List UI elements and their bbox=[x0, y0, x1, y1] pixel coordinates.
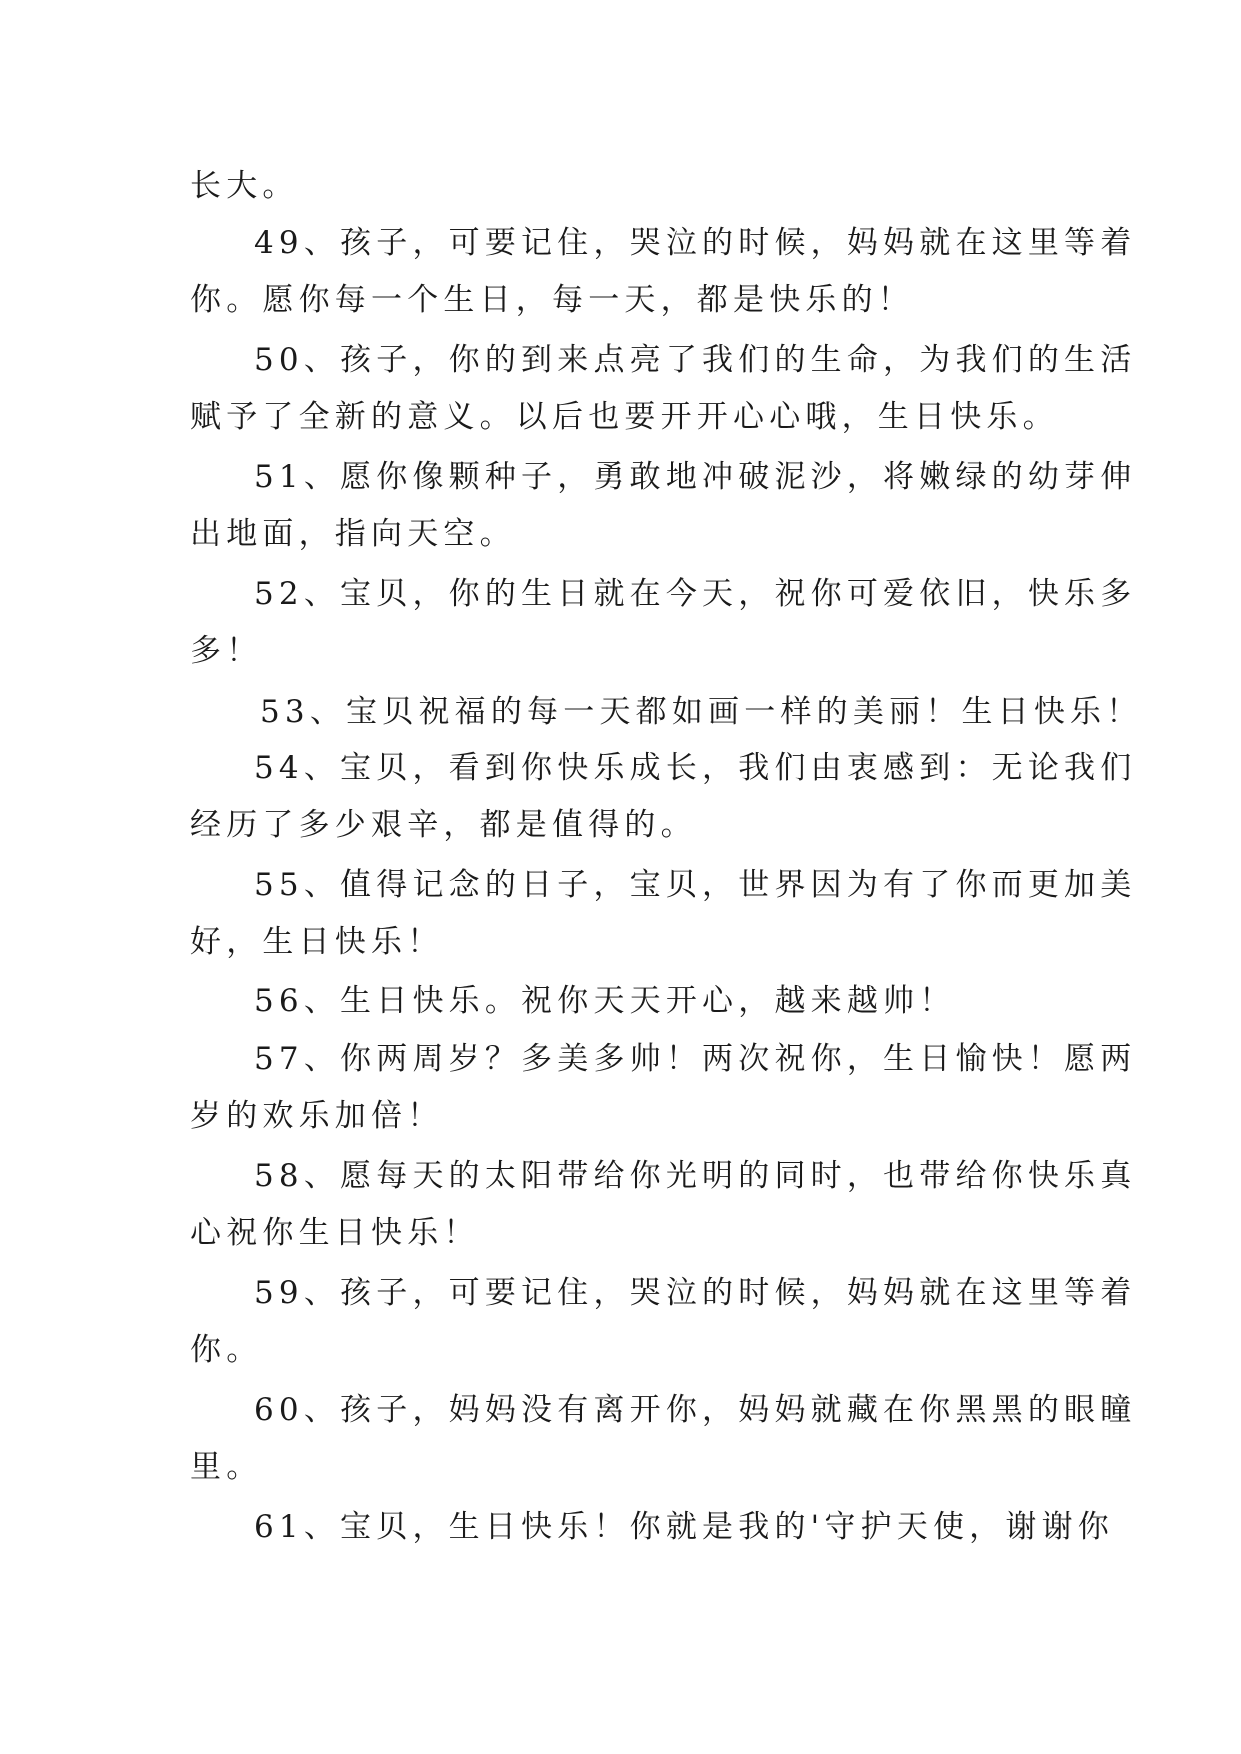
text-line: 里。 bbox=[190, 1449, 263, 1485]
text-line: 你。愿你每一个生日，每一天，都是快乐的！ bbox=[190, 282, 914, 318]
document-page bbox=[190, 0, 1143, 1754]
text-line: 经历了多少艰辛，都是值得的。 bbox=[190, 807, 697, 843]
text-line: 出地面，指向天空。 bbox=[190, 516, 516, 552]
text-line: 59、孩子，可要记住，哭泣的时候，妈妈就在这里等着 bbox=[254, 1275, 1137, 1311]
text-line: 多！ bbox=[190, 633, 263, 669]
text-line: 54、宝贝，看到你快乐成长，我们由衷感到：无论我们 bbox=[254, 750, 1137, 786]
text-line: 长大。 bbox=[190, 168, 299, 204]
text-line: 55、值得记念的日子，宝贝，世界因为有了你而更加美 bbox=[254, 867, 1137, 903]
text-line: 56、生日快乐。祝你天天开心，越来越帅！ bbox=[254, 983, 956, 1019]
text-line: 52、宝贝，你的生日就在今天，祝你可爱依旧，快乐多 bbox=[254, 576, 1137, 612]
text-line: 58、愿每天的太阳带给你光明的同时，也带给你快乐真 bbox=[254, 1158, 1137, 1194]
text-line: 心祝你生日快乐！ bbox=[190, 1215, 480, 1251]
text-line: 57、你两周岁？多美多帅！两次祝你，生日愉快！愿两 bbox=[254, 1041, 1137, 1077]
text-line: 51、愿你像颗种子，勇敢地冲破泥沙，将嫩绿的幼芽伸 bbox=[254, 459, 1137, 495]
text-line: 61、宝贝，生日快乐！你就是我的'守护天使，谢谢你 bbox=[254, 1509, 1114, 1545]
text-line: 岁的欢乐加倍！ bbox=[190, 1098, 444, 1134]
text-line: 好，生日快乐！ bbox=[190, 924, 444, 960]
text-line: 60、孩子，妈妈没有离开你，妈妈就藏在你黑黑的眼瞳 bbox=[254, 1392, 1137, 1428]
text-line: 50、孩子，你的到来点亮了我们的生命，为我们的生活 bbox=[254, 342, 1137, 378]
text-line: 49、孩子，可要记住，哭泣的时候，妈妈就在这里等着 bbox=[254, 225, 1137, 261]
text-line: 赋予了全新的意义。以后也要开开心心哦，生日快乐。 bbox=[190, 399, 1059, 435]
text-line: 你。 bbox=[190, 1332, 263, 1368]
text-line: 53、宝贝祝福的每一天都如画一样的美丽！生日快乐！ bbox=[260, 694, 1143, 730]
